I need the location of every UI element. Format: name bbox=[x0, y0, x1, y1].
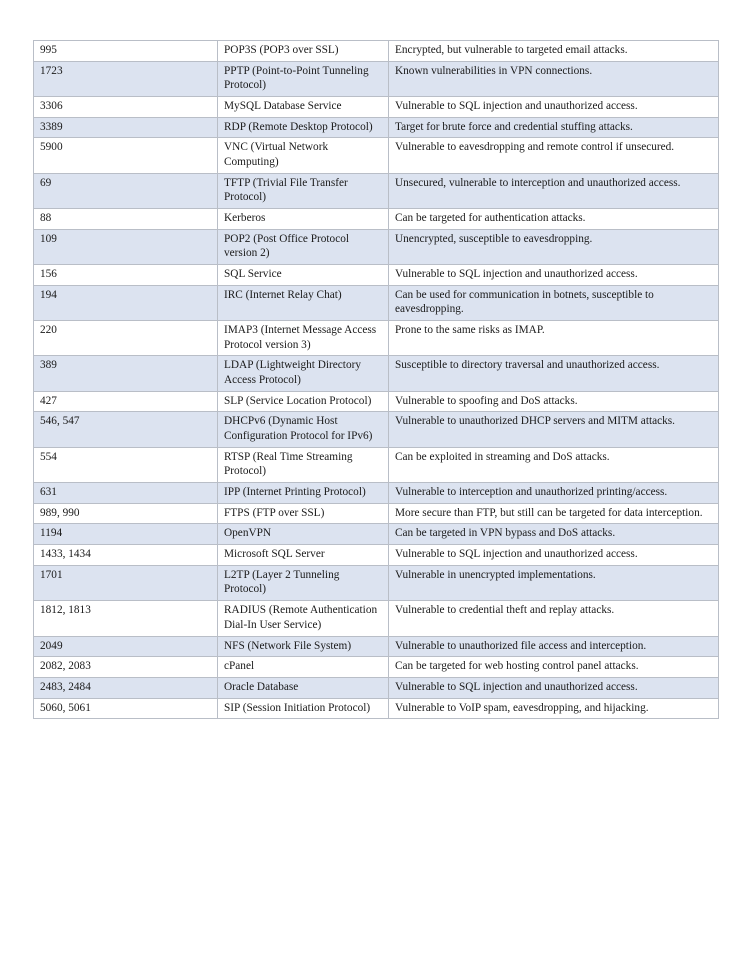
cell-risk: Vulnerable to spoofing and DoS attacks. bbox=[389, 391, 719, 412]
ports-table-container bbox=[33, 40, 718, 719]
cell-service: TFTP (Trivial File Transfer Protocol) bbox=[218, 173, 389, 208]
cell-service: Oracle Database bbox=[218, 677, 389, 698]
cell-risk: Vulnerable to unauthorized file access and interception. bbox=[389, 636, 719, 657]
cell-risk: Unencrypted, susceptible to eavesdropping. bbox=[389, 229, 719, 264]
table-row bbox=[34, 412, 719, 447]
cell-service: IRC (Internet Relay Chat) bbox=[218, 285, 389, 320]
table-row bbox=[34, 636, 719, 657]
table-row bbox=[34, 391, 719, 412]
cell-service: IPP (Internet Printing Protocol) bbox=[218, 483, 389, 504]
cell-service: POP3S (POP3 over SSL) bbox=[218, 41, 389, 62]
table-row bbox=[34, 356, 719, 391]
cell-service: Microsoft SQL Server bbox=[218, 545, 389, 566]
cell-service: cPanel bbox=[218, 657, 389, 678]
cell-port: 995 bbox=[34, 41, 218, 62]
cell-service: VNC (Virtual Network Computing) bbox=[218, 138, 389, 173]
cell-service: IMAP3 (Internet Message Access Protocol version 3) bbox=[218, 321, 389, 356]
table-row bbox=[34, 447, 719, 482]
cell-port: 554 bbox=[34, 447, 218, 482]
cell-port: 546, 547 bbox=[34, 412, 218, 447]
cell-port: 88 bbox=[34, 209, 218, 230]
cell-service: SLP (Service Location Protocol) bbox=[218, 391, 389, 412]
cell-risk: Prone to the same risks as IMAP. bbox=[389, 321, 719, 356]
cell-service: MySQL Database Service bbox=[218, 97, 389, 118]
table-row bbox=[34, 285, 719, 320]
cell-risk: Can be targeted for web hosting control panel attacks. bbox=[389, 657, 719, 678]
cell-risk: Can be targeted in VPN bypass and DoS attacks. bbox=[389, 524, 719, 545]
cell-service: RADIUS (Remote Authentication Dial-In User Service) bbox=[218, 601, 389, 636]
cell-service: L2TP (Layer 2 Tunneling Protocol) bbox=[218, 565, 389, 600]
cell-risk: Vulnerable to VoIP spam, eavesdropping, and hijacking. bbox=[389, 698, 719, 719]
ports-risk-table bbox=[33, 40, 719, 719]
cell-port: 389 bbox=[34, 356, 218, 391]
cell-service: Kerberos bbox=[218, 209, 389, 230]
table-row bbox=[34, 209, 719, 230]
table-row bbox=[34, 657, 719, 678]
cell-port: 109 bbox=[34, 229, 218, 264]
table-row bbox=[34, 138, 719, 173]
cell-port: 69 bbox=[34, 173, 218, 208]
table-row bbox=[34, 173, 719, 208]
table-row bbox=[34, 265, 719, 286]
table-row bbox=[34, 565, 719, 600]
cell-port: 220 bbox=[34, 321, 218, 356]
table-row bbox=[34, 524, 719, 545]
table-row bbox=[34, 229, 719, 264]
cell-port: 2049 bbox=[34, 636, 218, 657]
cell-risk: Can be exploited in streaming and DoS attacks. bbox=[389, 447, 719, 482]
cell-service: PPTP (Point-to-Point Tunneling Protocol) bbox=[218, 61, 389, 96]
cell-port: 1812, 1813 bbox=[34, 601, 218, 636]
cell-port: 2483, 2484 bbox=[34, 677, 218, 698]
cell-risk: Vulnerable to SQL injection and unauthorized access. bbox=[389, 677, 719, 698]
table-row bbox=[34, 483, 719, 504]
cell-port: 989, 990 bbox=[34, 503, 218, 524]
table-row bbox=[34, 41, 719, 62]
cell-port: 427 bbox=[34, 391, 218, 412]
cell-port: 1433, 1434 bbox=[34, 545, 218, 566]
cell-port: 3389 bbox=[34, 117, 218, 138]
table-row bbox=[34, 545, 719, 566]
cell-risk: Vulnerable to unauthorized DHCP servers and MITM attacks. bbox=[389, 412, 719, 447]
table-row bbox=[34, 601, 719, 636]
cell-risk: More secure than FTP, but still can be targeted for data interception. bbox=[389, 503, 719, 524]
cell-port: 1194 bbox=[34, 524, 218, 545]
table-row bbox=[34, 61, 719, 96]
cell-service: LDAP (Lightweight Directory Access Protocol) bbox=[218, 356, 389, 391]
cell-risk: Vulnerable to SQL injection and unauthorized access. bbox=[389, 265, 719, 286]
cell-port: 194 bbox=[34, 285, 218, 320]
table-row bbox=[34, 677, 719, 698]
cell-port: 2082, 2083 bbox=[34, 657, 218, 678]
cell-port: 1723 bbox=[34, 61, 218, 96]
cell-port: 1701 bbox=[34, 565, 218, 600]
cell-port: 5900 bbox=[34, 138, 218, 173]
cell-service: FTPS (FTP over SSL) bbox=[218, 503, 389, 524]
cell-port: 631 bbox=[34, 483, 218, 504]
cell-risk: Susceptible to directory traversal and unauthorized access. bbox=[389, 356, 719, 391]
cell-service: OpenVPN bbox=[218, 524, 389, 545]
cell-port: 5060, 5061 bbox=[34, 698, 218, 719]
table-row bbox=[34, 117, 719, 138]
cell-service: RDP (Remote Desktop Protocol) bbox=[218, 117, 389, 138]
cell-risk: Vulnerable to SQL injection and unauthorized access. bbox=[389, 545, 719, 566]
cell-risk: Can be used for communication in botnets, susceptible to eavesdropping. bbox=[389, 285, 719, 320]
cell-risk: Vulnerable to credential theft and replay attacks. bbox=[389, 601, 719, 636]
ports-table-body bbox=[34, 41, 719, 719]
table-row bbox=[34, 698, 719, 719]
cell-service: DHCPv6 (Dynamic Host Configuration Protocol for IPv6) bbox=[218, 412, 389, 447]
cell-risk: Unsecured, vulnerable to interception and unauthorized access. bbox=[389, 173, 719, 208]
table-row bbox=[34, 97, 719, 118]
cell-service: POP2 (Post Office Protocol version 2) bbox=[218, 229, 389, 264]
cell-risk: Can be targeted for authentication attacks. bbox=[389, 209, 719, 230]
table-row bbox=[34, 321, 719, 356]
table-row bbox=[34, 503, 719, 524]
cell-risk: Vulnerable to interception and unauthorized printing/access. bbox=[389, 483, 719, 504]
cell-risk: Target for brute force and credential stuffing attacks. bbox=[389, 117, 719, 138]
cell-risk: Known vulnerabilities in VPN connections. bbox=[389, 61, 719, 96]
cell-port: 3306 bbox=[34, 97, 218, 118]
cell-service: NFS (Network File System) bbox=[218, 636, 389, 657]
cell-risk: Vulnerable to SQL injection and unauthorized access. bbox=[389, 97, 719, 118]
cell-risk: Vulnerable in unencrypted implementations. bbox=[389, 565, 719, 600]
cell-risk: Vulnerable to eavesdropping and remote control if unsecured. bbox=[389, 138, 719, 173]
cell-service: RTSP (Real Time Streaming Protocol) bbox=[218, 447, 389, 482]
cell-service: SIP (Session Initiation Protocol) bbox=[218, 698, 389, 719]
cell-port: 156 bbox=[34, 265, 218, 286]
cell-service: SQL Service bbox=[218, 265, 389, 286]
cell-risk: Encrypted, but vulnerable to targeted email attacks. bbox=[389, 41, 719, 62]
